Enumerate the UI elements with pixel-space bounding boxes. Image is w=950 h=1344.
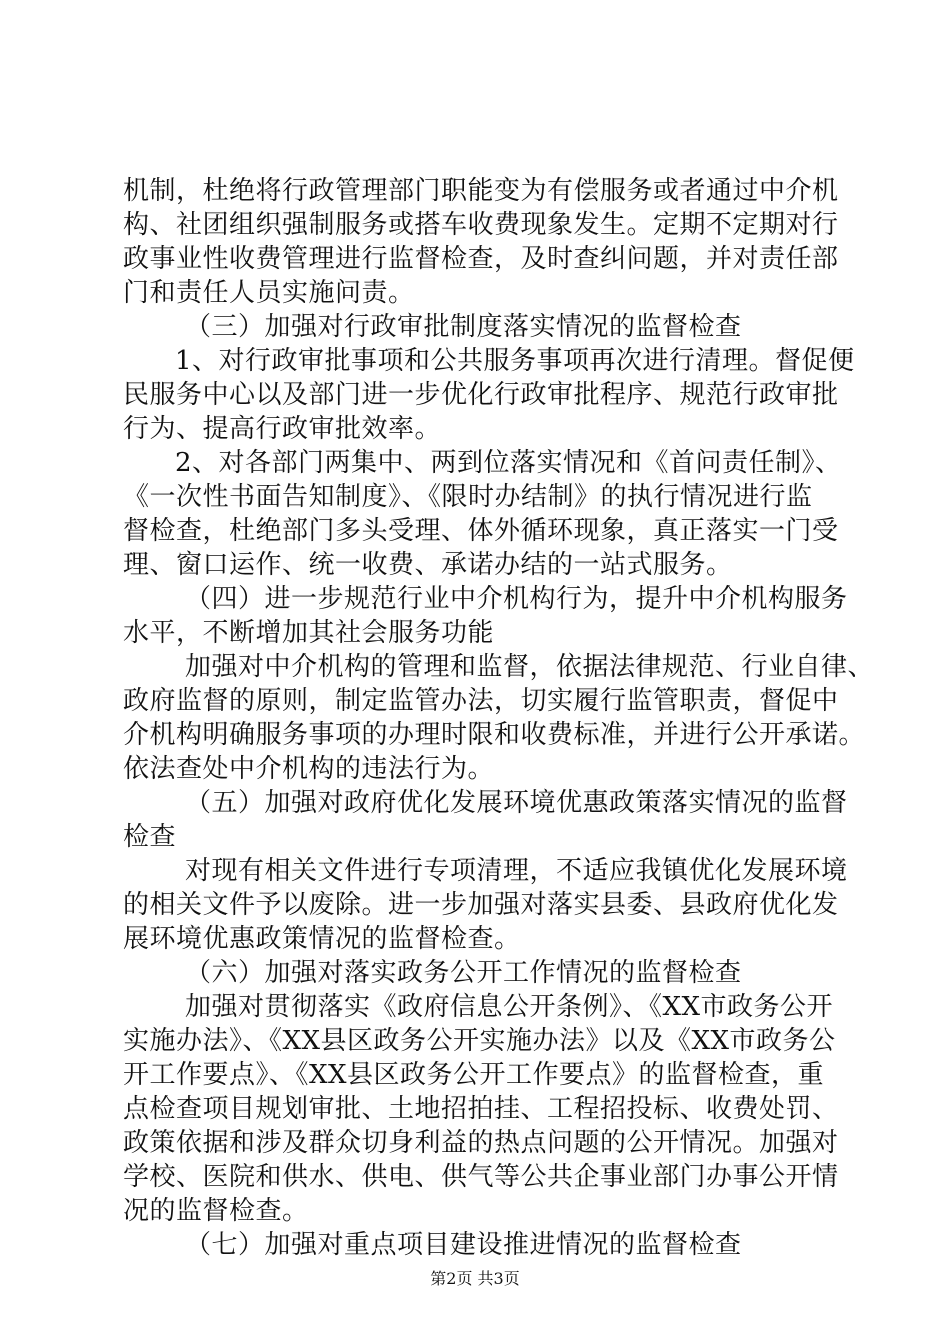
text-line: 点检查项目规划审批、土地招拍挂、工程招投标、收费处罚、 — [123, 1094, 839, 1124]
text-line: 构、社团组织强制服务或搭车收费现象发生。定期不定期对行 — [123, 210, 839, 240]
text-line: （六）加强对落实政务公开工作情况的监督检查 — [185, 958, 742, 988]
page-footer: 第2页 共3页 — [430, 1269, 520, 1288]
text-line: 机制，杜绝将行政管理部门职能变为有偿服务或者通过中介机 — [123, 176, 839, 206]
text-line: 门和责任人员实施问责。 — [123, 278, 415, 308]
text-line: 2、对各部门两集中、两到位落实情况和《首问责任制》、 — [175, 448, 842, 478]
text-line: 政策依据和涉及群众切身利益的热点问题的公开情况。加强对 — [123, 1128, 839, 1158]
text-line: （三）加强对行政审批制度落实情况的监督检查 — [185, 312, 742, 342]
text-line: 的相关文件予以废除。进一步加强对落实县委、县政府优化发 — [123, 890, 839, 920]
text-line: 《一次性书面告知制度》、《限时办结制》的执行情况进行监 — [123, 482, 813, 512]
text-line: （四）进一步规范行业中介机构行为，提升中介机构服务 — [185, 584, 848, 614]
text-line: 检查 — [123, 822, 177, 852]
text-line: （五）加强对政府优化发展环境优惠政策落实情况的监督 — [185, 788, 848, 818]
text-line: 学校、医院和供水、供电、供气等公共企事业部门办事公开情 — [123, 1162, 839, 1192]
text-line: 政事业性收费管理进行监督检查，及时查纠问题，并对责任部 — [123, 244, 839, 274]
text-line: 展环境优惠政策情况的监督检查。 — [123, 924, 521, 954]
text-line: 理、窗口运作、统一收费、承诺办结的一站式服务。 — [123, 550, 733, 580]
text-line: （七）加强对重点项目建设推进情况的监督检查 — [185, 1230, 742, 1260]
document-body — [123, 174, 875, 1262]
text-line: 开工作要点》、《XX县区政务公开工作要点》的监督检查，重 — [123, 1060, 825, 1090]
text-line: 1、对行政审批事项和公共服务事项再次进行清理。督促便 — [175, 346, 855, 376]
text-line: 加强对贯彻落实《政府信息公开条例》、《XX市政务公开 — [185, 992, 834, 1022]
text-line: 行为、提高行政审批效率。 — [123, 414, 442, 444]
text-line: 水平，不断增加其社会服务功能 — [123, 618, 495, 648]
text-line: 介机构明确服务事项的办理时限和收费标准，并进行公开承诺。 — [123, 720, 866, 750]
text-line: 实施办法》、《XX县区政务公开实施办法》以及《XX市政务公 — [123, 1026, 836, 1056]
text-line: 民服务中心以及部门进一步优化行政审批程序、规范行政审批 — [123, 380, 839, 410]
text-line: 依法查处中介机构的违法行为。 — [123, 754, 495, 784]
text-line: 加强对中介机构的管理和监督，依据法律规范、行业自律、 — [185, 652, 875, 682]
text-line: 政府监督的原则，制定监管办法，切实履行监管职责，督促中 — [123, 686, 839, 716]
text-line: 督检查，杜绝部门多头受理、体外循环现象，真正落实一门受 — [123, 516, 839, 546]
text-line: 况的监督检查。 — [123, 1196, 309, 1226]
text-line: 对现有相关文件进行专项清理，不适应我镇优化发展环境 — [185, 856, 848, 886]
